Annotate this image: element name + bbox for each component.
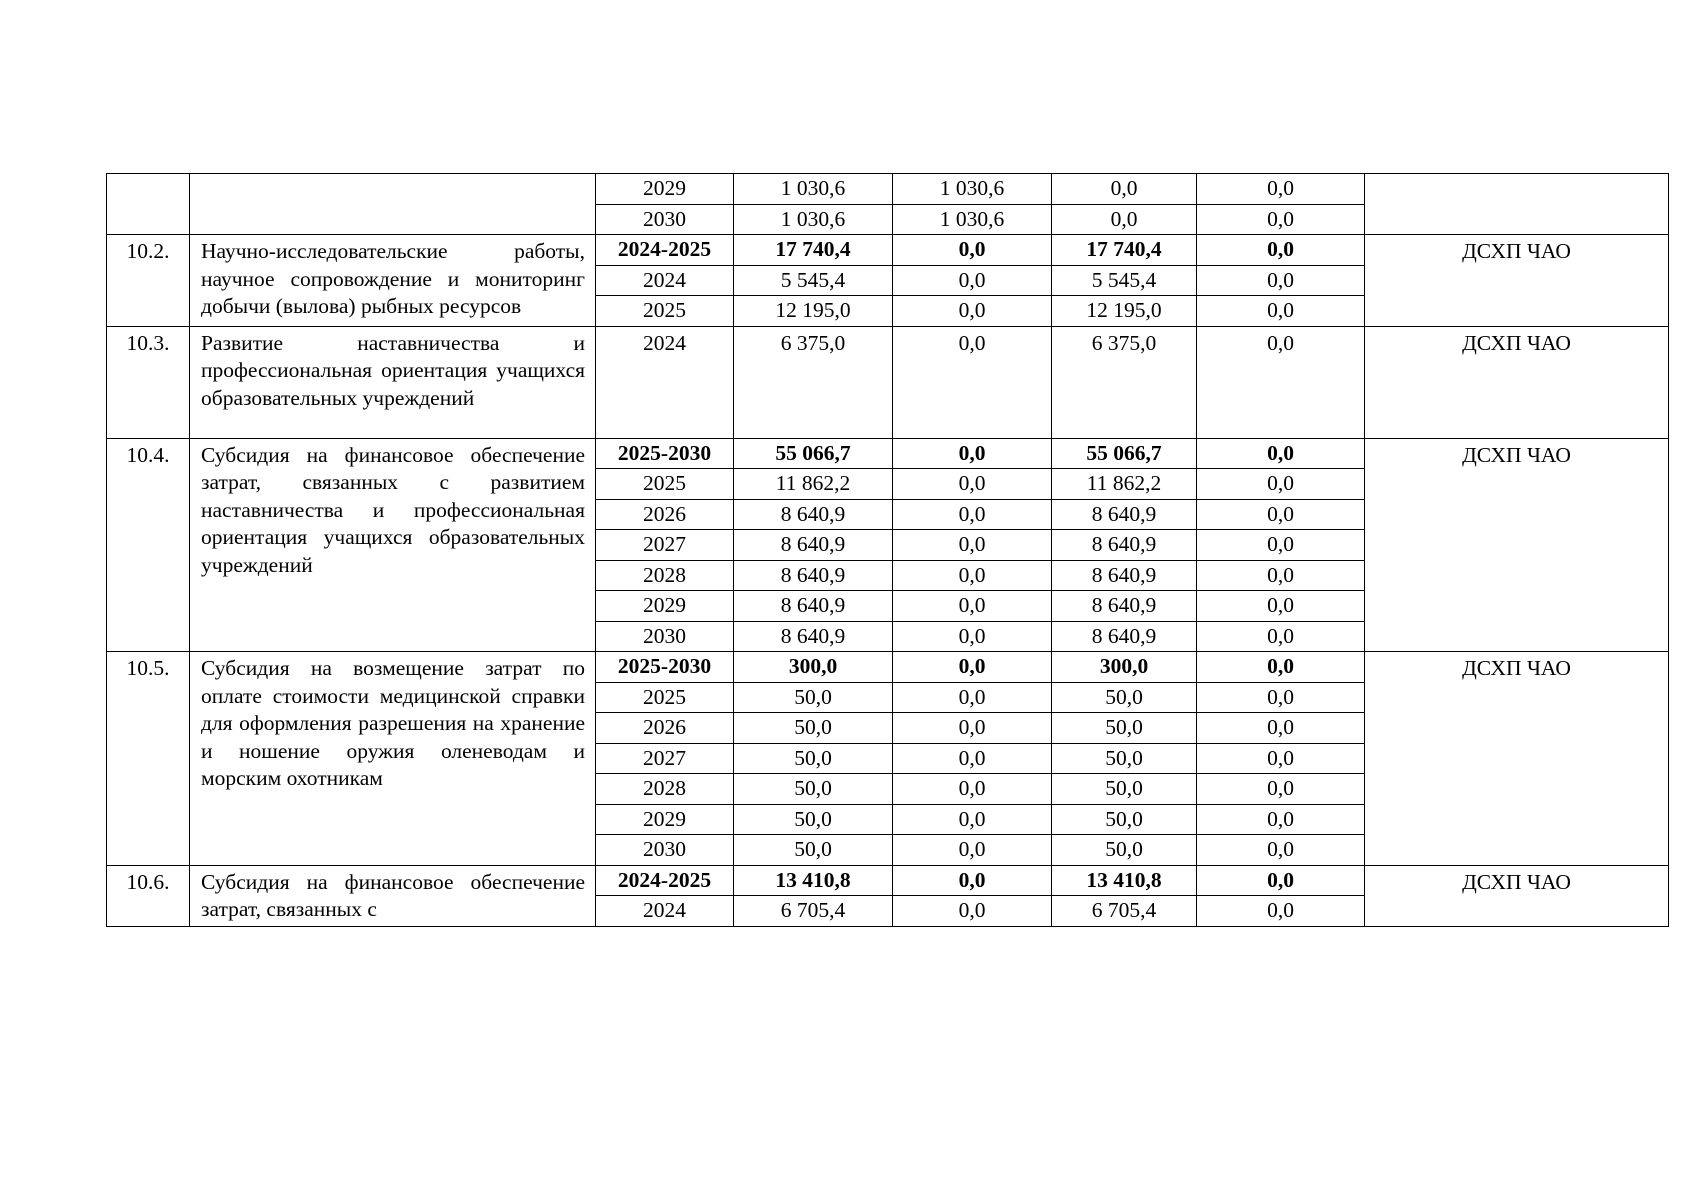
amount-cell: 13 410,8 (1052, 865, 1197, 896)
table-row (107, 865, 1669, 896)
amount-cell: 0,0 (1197, 469, 1365, 500)
year-cell: 2024-2025 (596, 235, 734, 266)
executor-cell: ДСХП ЧАО (1365, 438, 1669, 652)
amount-cell: 0,0 (1197, 774, 1365, 805)
executor-cell (1365, 174, 1669, 235)
amount-cell: 8 640,9 (734, 591, 893, 622)
amount-cell: 0,0 (1052, 174, 1197, 205)
amount-cell: 0,0 (1197, 204, 1365, 235)
amount-cell: 8 640,9 (1052, 499, 1197, 530)
year-cell: 2025 (596, 469, 734, 500)
year-cell: 2029 (596, 591, 734, 622)
year-cell: 2026 (596, 713, 734, 744)
item-number-cell: 10.2. (107, 235, 190, 327)
year-cell: 2024 (596, 896, 734, 927)
amount-cell: 0,0 (893, 530, 1052, 561)
table-row (107, 652, 1669, 683)
amount-cell: 0,0 (1052, 204, 1197, 235)
amount-cell: 0,0 (893, 438, 1052, 469)
executor-cell: ДСХП ЧАО (1365, 865, 1669, 926)
year-cell: 2024-2025 (596, 865, 734, 896)
amount-cell: 13 410,8 (734, 865, 893, 896)
amount-cell: 0,0 (1197, 326, 1365, 438)
amount-cell: 8 640,9 (1052, 621, 1197, 652)
amount-cell: 8 640,9 (734, 530, 893, 561)
budget-table (106, 173, 1669, 927)
amount-cell: 0,0 (893, 296, 1052, 327)
item-description-cell: Субсидия на возмещение затрат по оплате стоимости медицинской справки для оформления разрешения на хранение и ношение оружия оленеводам и морским охотникам (190, 652, 596, 866)
amount-cell: 0,0 (893, 743, 1052, 774)
item-number-cell: 10.5. (107, 652, 190, 866)
table-row (107, 174, 1669, 205)
amount-cell: 0,0 (893, 621, 1052, 652)
executor-cell: ДСХП ЧАО (1365, 235, 1669, 327)
amount-cell: 0,0 (1197, 713, 1365, 744)
amount-cell: 11 862,2 (734, 469, 893, 500)
year-cell: 2027 (596, 530, 734, 561)
year-cell: 2024 (596, 326, 734, 438)
amount-cell: 50,0 (734, 835, 893, 866)
amount-cell: 0,0 (1197, 235, 1365, 266)
item-description-cell: Научно-исследовательские работы, научное сопровождение и мониторинг добычи (вылова) рыбных ресурсов (190, 235, 596, 327)
amount-cell: 0,0 (893, 896, 1052, 927)
amount-cell: 0,0 (1197, 835, 1365, 866)
item-number-cell: 10.6. (107, 865, 190, 926)
amount-cell: 0,0 (1197, 804, 1365, 835)
amount-cell: 0,0 (893, 560, 1052, 591)
amount-cell: 0,0 (1197, 682, 1365, 713)
year-cell: 2025 (596, 682, 734, 713)
item-number-cell: 10.4. (107, 438, 190, 652)
amount-cell: 0,0 (893, 326, 1052, 438)
amount-cell: 0,0 (893, 804, 1052, 835)
amount-cell: 0,0 (1197, 438, 1365, 469)
amount-cell: 0,0 (1197, 174, 1365, 205)
amount-cell: 50,0 (734, 743, 893, 774)
amount-cell: 0,0 (1197, 499, 1365, 530)
year-cell: 2024 (596, 265, 734, 296)
amount-cell: 0,0 (893, 774, 1052, 805)
amount-cell: 0,0 (893, 865, 1052, 896)
year-cell: 2030 (596, 835, 734, 866)
year-cell: 2027 (596, 743, 734, 774)
year-cell: 2025-2030 (596, 438, 734, 469)
amount-cell: 0,0 (893, 235, 1052, 266)
amount-cell: 12 195,0 (1052, 296, 1197, 327)
amount-cell: 0,0 (893, 652, 1052, 683)
amount-cell: 50,0 (734, 713, 893, 744)
amount-cell: 8 640,9 (734, 560, 893, 591)
amount-cell: 50,0 (1052, 713, 1197, 744)
amount-cell: 1 030,6 (734, 174, 893, 205)
table-body (107, 174, 1669, 927)
item-number-cell (107, 174, 190, 235)
table-row (107, 438, 1669, 469)
amount-cell: 0,0 (1197, 296, 1365, 327)
amount-cell: 0,0 (1197, 560, 1365, 591)
amount-cell: 0,0 (1197, 743, 1365, 774)
year-cell: 2030 (596, 204, 734, 235)
amount-cell: 0,0 (1197, 652, 1365, 683)
amount-cell: 50,0 (1052, 682, 1197, 713)
amount-cell: 0,0 (1197, 865, 1365, 896)
amount-cell: 8 640,9 (734, 499, 893, 530)
amount-cell: 50,0 (1052, 804, 1197, 835)
amount-cell: 0,0 (1197, 896, 1365, 927)
table-row (107, 235, 1669, 266)
amount-cell: 0,0 (893, 835, 1052, 866)
year-cell: 2028 (596, 774, 734, 805)
amount-cell: 50,0 (1052, 743, 1197, 774)
item-description-cell: Субсидия на финансовое обеспечение затрат, связанных с (190, 865, 596, 926)
amount-cell: 0,0 (893, 713, 1052, 744)
amount-cell: 17 740,4 (1052, 235, 1197, 266)
year-cell: 2025 (596, 296, 734, 327)
amount-cell: 55 066,7 (734, 438, 893, 469)
item-description-cell: Субсидия на финансовое обеспечение затрат, связанных с развитием наставничества и профессиональная ориентация учащихся образовательных учреждений (190, 438, 596, 652)
item-number-cell: 10.3. (107, 326, 190, 438)
amount-cell: 5 545,4 (1052, 265, 1197, 296)
year-cell: 2028 (596, 560, 734, 591)
amount-cell: 12 195,0 (734, 296, 893, 327)
amount-cell: 6 705,4 (1052, 896, 1197, 927)
amount-cell: 50,0 (734, 682, 893, 713)
executor-cell: ДСХП ЧАО (1365, 326, 1669, 438)
item-description-cell: Развитие наставничества и профессиональная ориентация учащихся образовательных учреждений (190, 326, 596, 438)
amount-cell: 6 375,0 (1052, 326, 1197, 438)
amount-cell: 0,0 (893, 265, 1052, 296)
amount-cell: 8 640,9 (1052, 591, 1197, 622)
amount-cell: 55 066,7 (1052, 438, 1197, 469)
item-description-cell (190, 174, 596, 235)
amount-cell: 11 862,2 (1052, 469, 1197, 500)
amount-cell: 0,0 (1197, 530, 1365, 561)
executor-cell: ДСХП ЧАО (1365, 652, 1669, 866)
amount-cell: 300,0 (1052, 652, 1197, 683)
amount-cell: 6 705,4 (734, 896, 893, 927)
amount-cell: 1 030,6 (893, 204, 1052, 235)
amount-cell: 50,0 (1052, 835, 1197, 866)
amount-cell: 17 740,4 (734, 235, 893, 266)
year-cell: 2025-2030 (596, 652, 734, 683)
amount-cell: 0,0 (893, 469, 1052, 500)
amount-cell: 50,0 (734, 804, 893, 835)
amount-cell: 0,0 (893, 499, 1052, 530)
amount-cell: 1 030,6 (734, 204, 893, 235)
amount-cell: 0,0 (1197, 265, 1365, 296)
amount-cell: 0,0 (1197, 591, 1365, 622)
year-cell: 2029 (596, 804, 734, 835)
year-cell: 2029 (596, 174, 734, 205)
amount-cell: 6 375,0 (734, 326, 893, 438)
amount-cell: 1 030,6 (893, 174, 1052, 205)
amount-cell: 0,0 (1197, 621, 1365, 652)
amount-cell: 50,0 (1052, 774, 1197, 805)
amount-cell: 8 640,9 (1052, 530, 1197, 561)
table-row (107, 326, 1669, 438)
amount-cell: 5 545,4 (734, 265, 893, 296)
amount-cell: 8 640,9 (1052, 560, 1197, 591)
amount-cell: 300,0 (734, 652, 893, 683)
year-cell: 2026 (596, 499, 734, 530)
amount-cell: 0,0 (893, 591, 1052, 622)
amount-cell: 50,0 (734, 774, 893, 805)
amount-cell: 8 640,9 (734, 621, 893, 652)
year-cell: 2030 (596, 621, 734, 652)
amount-cell: 0,0 (893, 682, 1052, 713)
